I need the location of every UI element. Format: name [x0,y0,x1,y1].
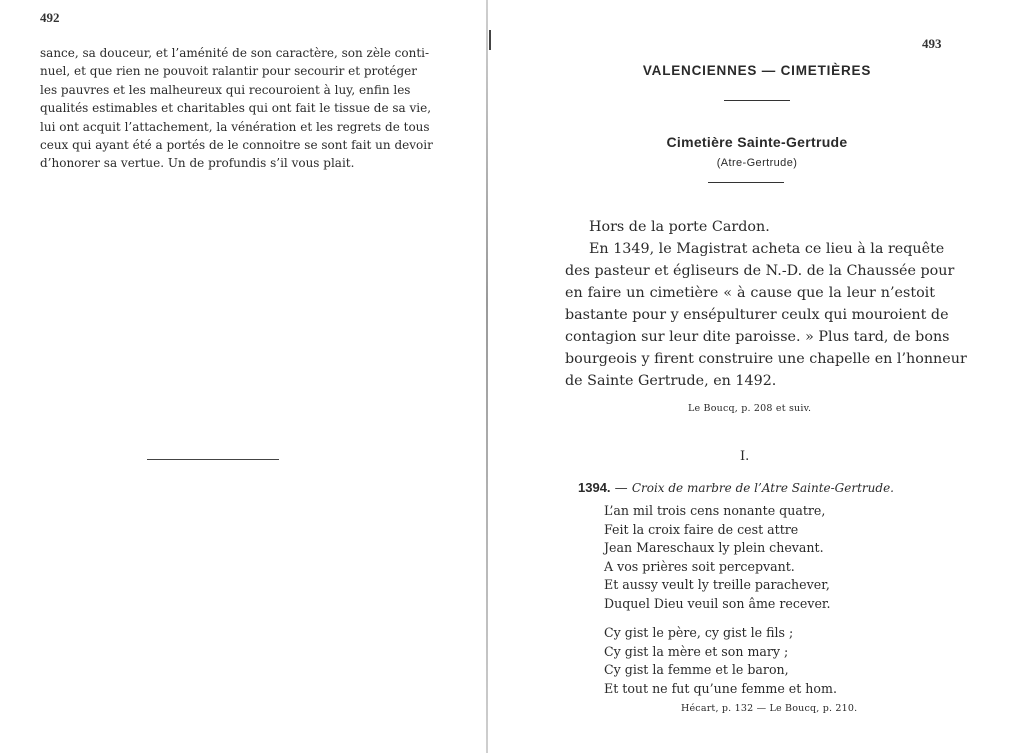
right-page [492,0,1024,753]
verse-line: Cy gist la femme et le baron, [604,662,789,677]
entry-title: Croix de marbre de l’Atre Sainte-Gertrude. [631,481,894,495]
text-line: En 1349, le Magistrat acheta ce lieu à la requête [589,241,945,257]
text-line: lui ont acquit l’attachement, la vénération et les regrets de tous [40,119,430,134]
verse-line: Et tout ne fut qu’une femme et hom. [604,680,837,696]
section-number: I. [740,449,750,464]
entry-heading [578,480,894,496]
verse-stanza-1 [604,502,904,613]
verse-line: Cy gist la mère et son mary ; [604,643,789,659]
text-line: bastante pour y ensépulturer ceulx qui mouroient de [565,307,949,323]
page-number-right: 493 [922,36,942,51]
text-line: les pauvres et les malheureux qui recouroient à luy, enfin les [40,82,411,97]
text-line: d’honorer sa vertue. Un de profundis s’il vous plait. [40,156,355,171]
header-divider [724,100,790,101]
citation: Hécart, p. 132 — Le Boucq, p. 210. [681,703,858,714]
verse-line: Et aussy veult ly treille parachever, [604,577,830,592]
verse-line: A vos prières soit percepvant. [604,558,795,574]
verse-stanza-2 [604,624,904,698]
text-line: bourgeois y firent construire une chapelle en l’honneur [565,351,967,367]
intro-paragraph [565,216,967,392]
text-line: ceux qui ayant été a portés de le connoitre se sont fait un devoir [40,138,433,153]
citation: Le Boucq, p. 208 et suiv. [688,403,812,414]
left-page [0,0,488,753]
text-line: Hors de la porte Cardon. [589,219,770,235]
text-line: en faire un cimetière « à cause que la leur n’estoit [565,285,935,301]
verse-line: Jean Mareschaux ly plein chevant. [604,540,824,555]
text-line: nuel, et que rien ne pouvoit ralantir pour secourir et protéger [40,64,417,79]
text-line: sance, sa douceur, et l’aménité de son caractère, son zèle conti- [40,46,430,60]
text-line: contagion sur leur dite paroisse. » Plus tard, de bons [565,329,950,345]
entry-dash: — [610,481,632,496]
text-line: de Sainte Gertrude, en 1492. [565,373,777,389]
verse-line: Duquel Dieu veuil son âme recever. [604,595,831,611]
section-title: Cimetière Sainte-Gertrude [666,134,848,150]
verse-line: Cy gist le père, cy gist le fils ; [604,625,794,640]
verse-line: Feit la croix faire de cest attre [604,521,799,537]
text-line: des pasteur et égliseurs de N.-D. de la Chaussée pour [565,263,955,279]
section-divider [147,459,279,460]
left-page-text [40,44,433,173]
page-number-left: 492 [40,10,60,25]
book-gutter [486,0,488,753]
running-header: VALENCIENNES — CIMETIÈRES [642,63,872,78]
text-line: qualités estimables et charitables qui ont fait le tissue de sa vie, [40,101,432,116]
verse-line: L’an mil trois cens nonante quatre, [604,503,826,518]
entry-number: 1394. [578,480,611,495]
section-subtitle: (Atre-Gertrude) [716,157,798,169]
section-divider [708,182,784,183]
